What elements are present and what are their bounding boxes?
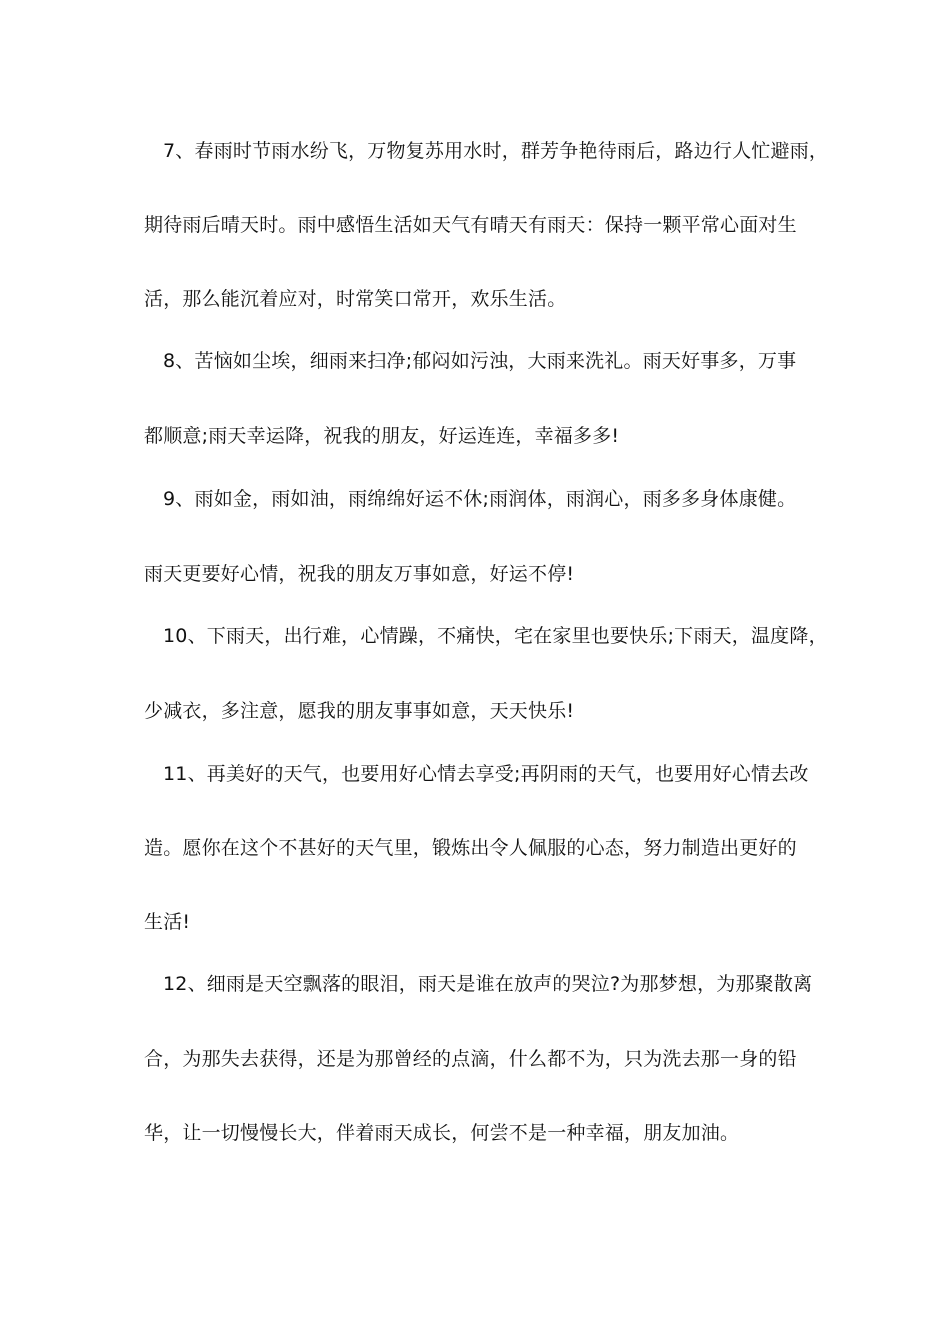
paragraph-8-line-2: 都顺意;雨天幸运降，祝我的朋友，好运连连，幸福多多! — [144, 425, 620, 447]
paragraph-7-line-1: 7、春雨时节雨水纷飞，万物复苏用水时，群芳争艳待雨后，路边行人忙避雨， — [163, 140, 829, 162]
paragraph-12-line-3: 华，让一切慢慢长大，伴着雨天成长，何尝不是一种幸福，朋友加油。 — [144, 1122, 740, 1144]
paragraph-11-line-2: 造。愿你在这个不甚好的天气里，锻炼出令人佩服的心态，努力制造出更好的 — [144, 837, 797, 859]
paragraph-7-line-3: 活，那么能沉着应对，时常笑口常开，欢乐生活。 — [144, 288, 567, 310]
paragraph-10-line-2: 少减衣，多注意，愿我的朋友事事如意，天天快乐! — [144, 700, 575, 722]
paragraph-12-line-1: 12、细雨是天空飘落的眼泪，雨天是谁在放声的哭泣?为那梦想，为那聚散离 — [163, 973, 813, 995]
paragraph-9-line-1: 9、雨如金，雨如油，雨绵绵好运不休;雨润体，雨润心，雨多多身体康健。 — [163, 488, 797, 510]
paragraph-7-line-2: 期待雨后晴天时。雨中感悟生活如天气有晴天有雨天：保持一颗平常心面对生 — [144, 214, 797, 236]
paragraph-10-line-1: 10、下雨天，出行难，心情躁，不痛快，宅在家里也要快乐;下雨天，温度降， — [163, 625, 828, 647]
paragraph-11-line-1: 11、再美好的天气，也要用好心情去享受;再阴雨的天气，也要用好心情去改 — [163, 763, 809, 785]
paragraph-11-line-3: 生活! — [144, 911, 191, 933]
paragraph-12-line-2: 合，为那失去获得，还是为那曾经的点滴，什么都不为，只为洗去那一身的铅 — [144, 1048, 797, 1070]
paragraph-9-line-2: 雨天更要好心情，祝我的朋友万事如意，好运不停! — [144, 563, 575, 585]
paragraph-8-line-1: 8、苦恼如尘埃，细雨来扫净;郁闷如污浊，大雨来洗礼。雨天好事多，万事 — [163, 350, 797, 372]
